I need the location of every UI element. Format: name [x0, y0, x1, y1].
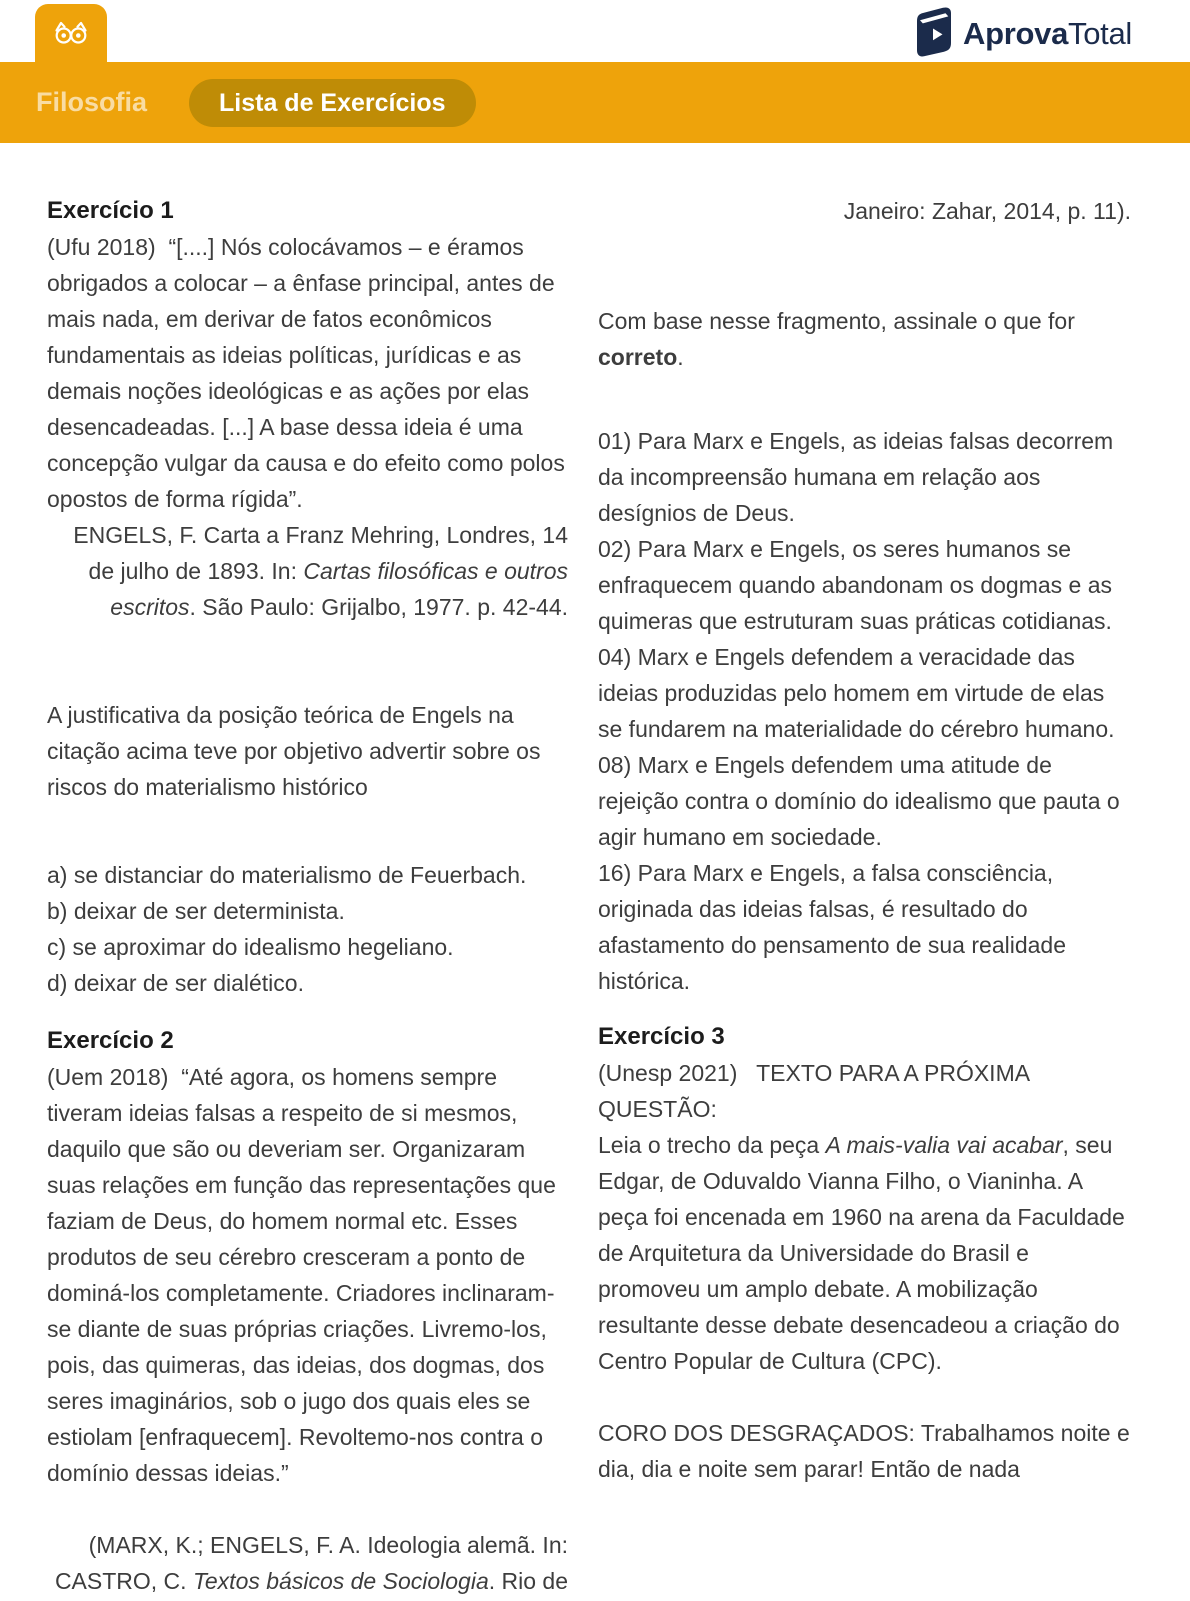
brand-name-bold: Aprova: [963, 16, 1069, 51]
brand-name-light: Total: [1068, 16, 1132, 51]
citation-text: . São Paulo: Grijalbo, 1977. p. 42-44.: [189, 594, 568, 620]
citation-work-title: Cartas filosóficas e outros escritos: [110, 558, 568, 620]
exercise-2-citation: [47, 1527, 568, 1599]
top-header: [0, 0, 1190, 62]
option-08: 08) Marx e Engels defendem uma atitude de rejeição contra o domínio do idealismo que pauta o agir humano em sociedade.: [598, 752, 1120, 850]
option-b: b) deixar de ser determinista.: [47, 898, 345, 924]
left-column: [47, 193, 572, 1599]
exercise-2-text: (Uem 2018) “Até agora, os homens sempre tiveram ideias falsas a respeito de si mesmos, daquilo que são ou deveriam ser. Organizaram suas relações em função das representações que faziam de Deus, do homem normal etc. Esses produtos de seu cérebro cresceram a ponto de dominá-los completamente. Criadores inclinaram-se diante de suas próprias criações. Livremo-los, pois, das quimeras, das ideias, dos dogmas, dos seres imaginários, sob o jugo dos quais eles se estiolam [enfraquecem]. Revoltemo-nos contra o domínio dessas ideias.”: [47, 1064, 563, 1486]
owl-icon: [54, 21, 88, 55]
exercise-1-options: [47, 857, 568, 1001]
subject-bar: [0, 62, 1190, 143]
exercise-1-title: Exercício 1: [47, 197, 174, 224]
brand-name: [963, 9, 1132, 59]
play-title: A mais-valia vai acabar: [825, 1132, 1063, 1158]
owl-home-tab[interactable]: [35, 4, 107, 62]
exercise-3-text: [598, 1127, 1131, 1379]
option-01: 01) Para Marx e Engels, as ideias falsas decorrem da incompreensão humana em relação aos desígnios de Deus.: [598, 428, 1114, 526]
exercise-3-intro: (Unesp 2021) TEXTO PARA A PRÓXIMA QUESTÃO:: [598, 1060, 1036, 1122]
exercise-2-citation-continued: Janeiro: Zahar, 2014, p. 11).: [843, 198, 1131, 224]
exercise-list-badge[interactable]: Lista de Exercícios: [189, 79, 476, 127]
option-d: d) deixar de ser dialético.: [47, 970, 304, 996]
exercise-2-question: [598, 303, 1131, 375]
subject-label: Filosofia: [36, 87, 148, 117]
citation-work-title: Textos básicos de Sociologia: [192, 1568, 489, 1594]
exercise-2-options: [598, 423, 1131, 999]
exercise-3-chorus: CORO DOS DESGRAÇADOS: Trabalhamos noite e dia, dia e noite sem parar! Então de nada: [598, 1420, 1130, 1482]
document-body: [0, 143, 1190, 1599]
question-text: .: [677, 344, 684, 370]
option-04: 04) Marx e Engels defendem a veracidade das ideias produzidas pelo homem em virtude de elas se fundarem na materialidade do cérebro humano.: [598, 644, 1115, 742]
option-02: 02) Para Marx e Engels, os seres humanos se enfraquecem quando abandonam os dogmas e as quimeras que estruturam suas práticas cotidianas.: [598, 536, 1113, 634]
exercise-1-text: (Ufu 2018) “[....] Nós colocávamos – e éramos obrigados a colocar – a ênfase principal, antes de mais nada, em derivar de fatos econômicos fundamentais as ideias políticas, jurídicas e as demais noções ideológicas e as ações por elas desencadeadas. [...] A base dessa ideia é uma concepção vulgar da causa e do efeito como polos opostos de forma rígida”.: [47, 234, 572, 512]
citation-text: (MARX, K.; ENGELS, F. A. Ideologia alemã. In: CASTRO, C.: [54, 1532, 568, 1594]
text: , seu Edgar, de Oduvaldo Vianna Filho, o Vianinha. A peça foi encenada em 1960 na arena da Faculdade de Arquitetura da Universidade do Brasil e promoveu um amplo debate. A mobilização resultante desse debate desencadeou a criação do Centro Popular de Cultura (CPC).: [598, 1132, 1125, 1374]
exercise-1-question: A justificativa da posição teórica de Engels na citação acima teve por objetivo advertir sobre os riscos do materialismo histórico: [47, 702, 541, 800]
option-16: 16) Para Marx e Engels, a falsa consciência, originada das ideias falsas, é resultado do afastamento do pensamento de sua realidade histórica.: [598, 860, 1066, 994]
exercise-1-citation: [47, 517, 568, 625]
right-column: [598, 193, 1131, 1599]
exercise-2-title: Exercício 2: [47, 1027, 174, 1054]
book-play-icon: [908, 6, 954, 62]
option-a: a) se distanciar do materialismo de Feuerbach.: [47, 862, 527, 888]
text: Leia o trecho da peça: [598, 1132, 826, 1158]
question-text: Com base nesse fragmento, assinale o que for: [598, 308, 1075, 334]
exercise-3-title: Exercício 3: [598, 1023, 725, 1050]
citation-text: . Rio de: [488, 1568, 568, 1594]
aprova-total-logo: [908, 6, 1132, 62]
question-emphasis: correto: [598, 344, 678, 370]
option-c: c) se aproximar do idealismo hegeliano.: [47, 934, 454, 960]
citation-text: ENGELS, F. Carta a Franz Mehring, Londres, 14 de julho de 1893. In:: [73, 522, 568, 584]
